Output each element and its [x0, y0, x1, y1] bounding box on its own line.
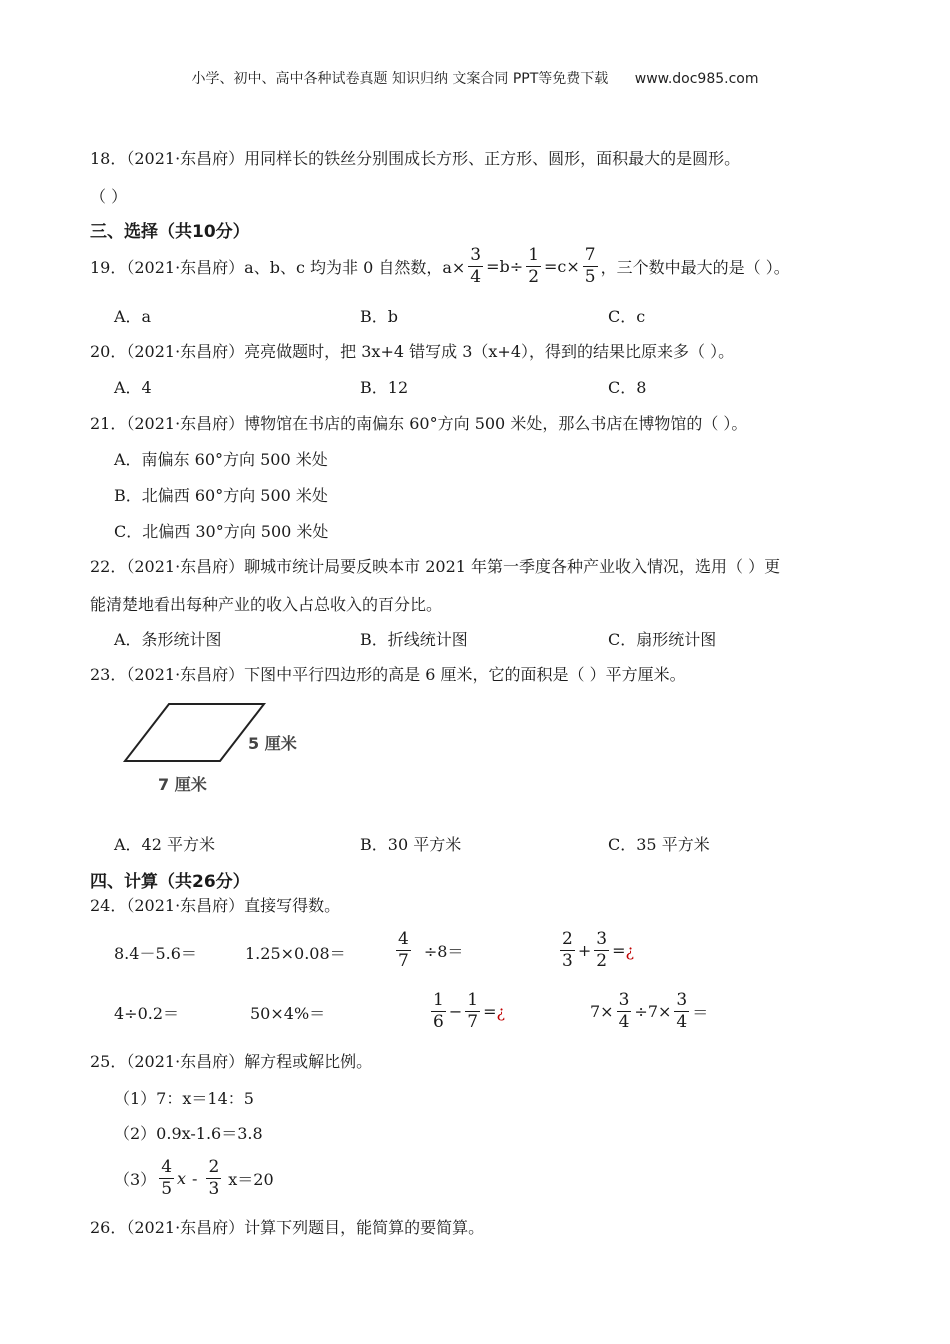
question-18: 18．（2021·东昌府）用同样长的铁丝分别围成长方形、正方形、圆形，面积最大的是圆形。 [90, 149, 741, 168]
q19-suffix: ，三个数中最大的是（ ）。 [600, 257, 790, 277]
question-26: 26．（2021·东昌府）计算下列题目，能简算的要简算。 [90, 1218, 485, 1237]
q19-mid-2: =c× [544, 256, 580, 276]
question-22-line-2: 能清楚地看出每种产业的收入占总收入的百分比。 [90, 595, 443, 614]
q19-mid-1: =b÷ [486, 256, 524, 276]
question-24: 24．（2021·东昌府）直接写得数。 [90, 896, 341, 915]
q23-option-b[interactable]: B．30 平方米 [360, 835, 462, 854]
q23-option-a[interactable]: A．42 平方米 [114, 835, 216, 854]
q24-expr-4: $\frac{2}{3}$ + $\frac{3}{2}$ = ¿ [562, 928, 635, 971]
q24-expr-7: $\frac{1}{6}$ − $\frac{1}{7}$ = ¿ [433, 989, 506, 1032]
q25-part-3: （3） $\frac{4}{5}$ x - $\frac{2}{3}$ x＝20 [114, 1156, 274, 1199]
q22-option-c[interactable]: C．扇形统计图 [608, 630, 717, 649]
q21-option-c[interactable]: C．北偏西 30°方向 500 米处 [114, 522, 329, 541]
q19-fraction-1: $\frac{3}{4}$ [470, 244, 482, 287]
q22-option-a[interactable]: A．条形统计图 [114, 630, 222, 649]
question-23: 23．（2021·东昌府）下图中平行四边形的高是 6 厘米，它的面积是（ ）平方厘米。 [90, 665, 686, 684]
section-4-title: 四、计算（共26分） [90, 872, 250, 892]
q24-expr-2: 1.25×0.08＝ [245, 944, 346, 963]
q22-option-b[interactable]: B．折线统计图 [360, 630, 468, 649]
q24-expr-3: $\frac{4}{7}$ ÷8＝ [398, 928, 464, 971]
question-25: 25．（2021·东昌府）解方程或解比例。 [90, 1052, 373, 1071]
q19-option-c[interactable]: C．c [608, 307, 646, 326]
q23-option-c[interactable]: C．35 平方米 [608, 835, 710, 854]
q19-prefix: 19．（2021·东昌府）a、b、c 均为非 0 自然数，a× [90, 257, 466, 277]
header-text: 小学、初中、高中各种试卷真题 知识归纳 文案合同 PPT等免费下载 [191, 71, 609, 87]
q24-expr-5: 4÷0.2＝ [114, 1004, 180, 1023]
header-site-link[interactable]: www.doc985.com [634, 71, 759, 87]
q21-option-b[interactable]: B．北偏西 60°方向 500 米处 [114, 486, 328, 505]
question-20: 20．（2021·东昌府）亮亮做题时，把 3x+4 错写成 3（x+4），得到的结果比原来多（ ）。 [90, 342, 735, 361]
parallelogram-shape [125, 704, 264, 761]
question-18-answer-paren: （ ） [90, 187, 128, 206]
question-19 [90, 244, 790, 288]
q20-option-c[interactable]: C．8 [608, 378, 647, 397]
q19-option-a[interactable]: A．a [114, 307, 152, 326]
section-3-title: 三、选择（共10分） [90, 222, 250, 242]
q21-option-a[interactable]: A．南偏东 60°方向 500 米处 [114, 450, 328, 469]
question-21: 21．（2021·东昌府）博物馆在书店的南偏东 60°方向 500 米处，那么书店在博物馆的（ ）。 [90, 414, 748, 433]
q20-option-b[interactable]: B．12 [360, 378, 409, 397]
q19-fraction-2: $\frac{1}{2}$ [528, 244, 540, 287]
q20-option-a[interactable]: A．4 [114, 378, 152, 397]
q25-part-2: （2）0.9x-1.6＝3.8 [114, 1124, 263, 1143]
question-22-line-1: 22．（2021·东昌府）聊城市统计局要反映本市 2021 年第一季度各种产业收入情况，选用（ ）更 [90, 557, 781, 576]
q19-option-b[interactable]: B．b [360, 307, 399, 326]
q24-expr-1: 8.4－5.6＝ [114, 944, 197, 963]
q25-part-1: （1）7：x＝14：5 [114, 1089, 254, 1108]
q19-fraction-3: $\frac{7}{5}$ [584, 244, 596, 287]
page-header [0, 68, 950, 88]
q24-expr-6: 50×4%＝ [250, 1004, 326, 1023]
q24-expr-8: 7× $\frac{3}{4}$ ÷7× $\frac{3}{4}$ ＝ [590, 989, 709, 1032]
parallelogram-side-label: 5 厘米 [248, 734, 297, 753]
parallelogram-base-label: 7 厘米 [158, 775, 207, 794]
